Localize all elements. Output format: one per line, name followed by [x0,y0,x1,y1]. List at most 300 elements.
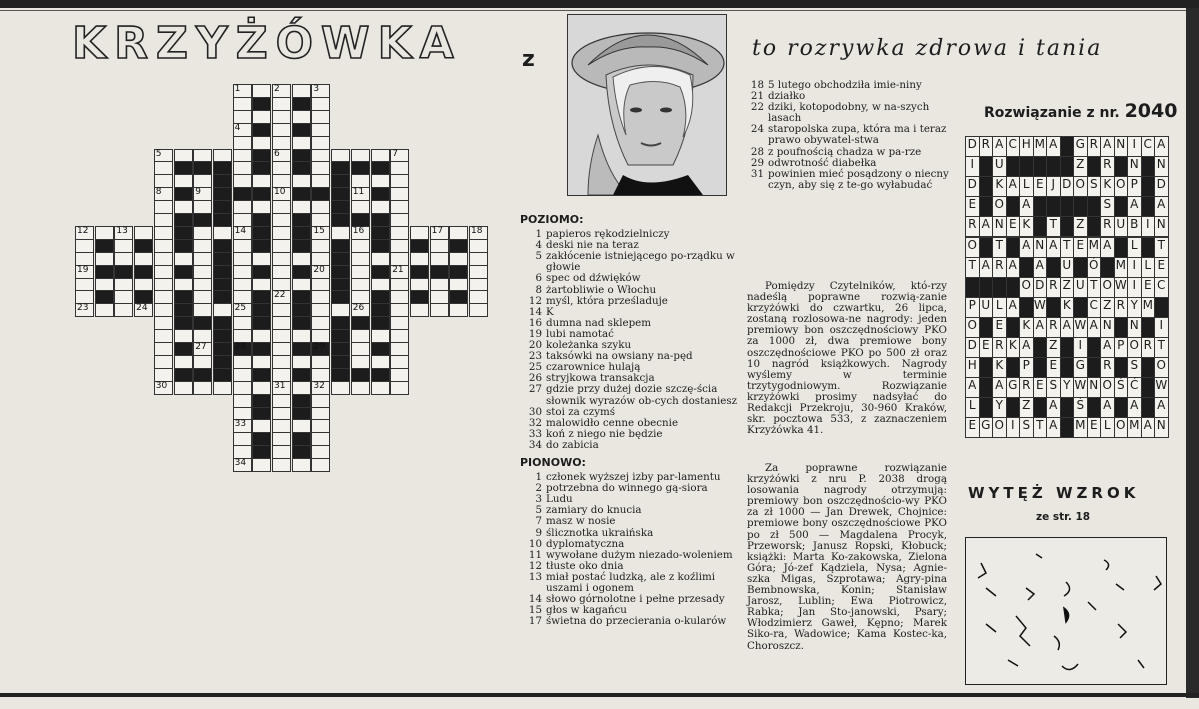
crossword-cell[interactable] [430,278,449,292]
crossword-cell[interactable] [469,239,488,253]
crossword-cell[interactable] [154,174,173,188]
solution-cell: O [992,417,1007,438]
solution-block [1114,237,1129,258]
crossword-cell[interactable] [469,265,488,279]
crossword-block [371,213,390,227]
crossword-cell[interactable] [75,290,94,304]
crossword-block [252,316,271,330]
solution-cell: A [1019,237,1034,258]
crossword-cell[interactable] [311,407,330,421]
crossword-cell[interactable] [351,265,370,279]
crossword-cell[interactable] [233,355,252,369]
solution-block [1060,156,1075,177]
crossword-cell[interactable] [371,329,390,343]
crossword-cell[interactable] [154,278,173,292]
crossword-cell[interactable] [351,381,370,395]
clue-text: tłuste oko dnia [546,559,624,572]
crossword-cell[interactable] [311,239,330,253]
crossword-number: 11 [352,187,365,198]
crossword-number: 32 [313,380,325,391]
crossword-cell[interactable] [252,136,271,150]
crossword-cell[interactable] [311,329,330,343]
solution-cell: O [965,317,980,338]
crossword-cell[interactable] [193,252,212,266]
crossword-cell[interactable] [272,174,291,188]
crossword-cell[interactable] [351,200,370,214]
crossword-cell[interactable] [449,252,468,266]
crossword-block [252,213,271,227]
solution-cell: S [1087,176,1102,197]
crossword-cell[interactable] [311,161,330,175]
solution-cell: D [965,176,980,197]
crossword-cell[interactable] [233,149,252,163]
crossword-cell[interactable] [154,239,173,253]
crossword-cell[interactable] [252,278,271,292]
solution-cell: O [1127,337,1142,358]
crossword-cell[interactable] [390,303,409,317]
solution-cell: O [965,237,980,258]
crossword-cell[interactable] [371,149,390,163]
crossword-cell[interactable] [390,187,409,201]
crossword-cell[interactable] [292,200,311,214]
crossword-cell[interactable] [193,174,212,188]
crossword-cell[interactable] [311,123,330,137]
crossword-cell[interactable] [390,290,409,304]
crossword-cell[interactable] [193,149,212,163]
crossword-cell[interactable] [193,329,212,343]
crossword-cell[interactable] [154,303,173,317]
crossword-cell[interactable] [252,252,271,266]
crossword-cell[interactable] [390,161,409,175]
crossword-block [252,342,271,356]
crossword-cell[interactable] [351,174,370,188]
crossword-cell[interactable] [174,381,193,395]
crossword-cell[interactable] [430,252,449,266]
crossword-cell[interactable] [134,252,153,266]
crossword-cell[interactable] [272,278,291,292]
crossword-cell[interactable] [193,303,212,317]
crossword-block [449,265,468,279]
clue-number: 16 [528,316,542,329]
solution-block [979,397,994,418]
crossword-cell[interactable] [252,84,271,98]
crossword-cell[interactable] [390,355,409,369]
solution-cell: D [1033,277,1048,298]
crossword-cell[interactable] [193,290,212,304]
crossword-cell[interactable] [154,226,173,240]
crossword-cell[interactable] [331,149,350,163]
crossword-cell[interactable] [390,252,409,266]
crossword-cell[interactable] [292,329,311,343]
crossword-cell[interactable] [410,303,429,317]
crossword-block [213,329,232,343]
crossword-cell[interactable] [272,316,291,330]
clue-number: 29 [750,156,764,169]
crossword-cell[interactable] [252,419,271,433]
crossword-cell[interactable] [292,84,311,98]
crossword-cell[interactable] [213,381,232,395]
crossword-cell[interactable] [213,149,232,163]
poziomo-clue-6 [520,273,742,284]
crossword-cell[interactable] [469,252,488,266]
crossword-cell[interactable] [134,226,153,240]
crossword-cell[interactable] [233,110,252,124]
crossword-cell[interactable] [154,200,173,214]
crossword-cell[interactable] [233,252,252,266]
crossword-block [331,161,350,175]
crossword-cell[interactable] [252,110,271,124]
solution-block [1060,136,1075,157]
crossword-cell[interactable] [213,303,232,317]
solution-cell: N [1100,317,1115,338]
crossword-cell[interactable] [430,303,449,317]
crossword-cell[interactable] [233,432,252,446]
crossword-block [134,239,153,253]
solution-cell: U [992,156,1007,177]
clue-text: myśl, która prześladuje [546,294,668,307]
crossword-block [371,226,390,240]
crossword-cell[interactable] [233,316,252,330]
crossword-cell[interactable] [272,123,291,137]
crossword-cell[interactable] [174,329,193,343]
crossword-cell[interactable] [292,458,311,472]
crossword-cell[interactable] [252,381,271,395]
crossword-cell[interactable] [114,290,133,304]
clue-number: 1 [535,471,542,484]
crossword-cell[interactable] [390,278,409,292]
solution-cell: N [1154,417,1169,438]
crossword-cell[interactable] [469,290,488,304]
crossword-cell[interactable] [390,200,409,214]
crossword-cell[interactable] [351,278,370,292]
crossword-cell[interactable] [331,303,350,317]
crossword-cell[interactable] [311,355,330,369]
crossword-cell[interactable] [449,278,468,292]
crossword-cell[interactable] [351,290,370,304]
crossword-cell[interactable] [233,174,252,188]
crossword-block [351,316,370,330]
crossword-cell[interactable] [174,278,193,292]
crossword-cell[interactable] [252,329,271,343]
crossword-cell[interactable] [272,252,291,266]
crossword-number: 18 [471,225,483,236]
clue-number: 7 [535,515,542,528]
crossword-cell[interactable] [311,149,330,163]
crossword-cell[interactable] [75,252,94,266]
solution-block [1046,297,1061,318]
crossword-cell[interactable] [233,407,252,421]
crossword-cell[interactable] [114,303,133,317]
crossword-cell[interactable] [351,329,370,343]
crossword-cell[interactable] [430,239,449,253]
crossword-cell[interactable] [233,200,252,214]
crossword-cell[interactable] [292,278,311,292]
crossword-cell[interactable] [331,381,350,395]
crossword-cell[interactable] [311,303,330,317]
solution-block [1087,337,1102,358]
crossword-cell[interactable] [272,161,291,175]
crossword-cell[interactable] [292,174,311,188]
crossword-cell[interactable] [233,97,252,111]
crossword-cell[interactable] [174,149,193,163]
crossword-cell[interactable] [351,355,370,369]
solution-cell: A [1060,317,1075,338]
crossword-cell[interactable] [193,200,212,214]
solution-cell: P [965,297,980,318]
solution-cell: N [992,216,1007,237]
solution-cell: C [1141,136,1156,157]
crossword-cell[interactable] [154,252,173,266]
crossword-cell[interactable] [311,200,330,214]
crossword-block [410,239,429,253]
crossword-cell[interactable] [371,200,390,214]
crossword-cell[interactable] [311,458,330,472]
crossword-cell[interactable] [272,407,291,421]
crossword-cell[interactable] [311,432,330,446]
crossword-cell[interactable] [390,342,409,356]
crossword-cell[interactable] [272,226,291,240]
crossword-cell[interactable] [95,252,114,266]
pionowo-clue-22 [742,102,950,124]
crossword-cell[interactable] [252,200,271,214]
crossword-cell[interactable] [410,278,429,292]
crossword-cell[interactable] [272,432,291,446]
solution-cell: A [1087,317,1102,338]
crossword-cell[interactable] [272,213,291,227]
crossword-cell[interactable] [311,290,330,304]
solution-block [979,196,994,217]
crossword-cell[interactable] [351,239,370,253]
crossword-cell[interactable] [174,252,193,266]
crossword-cell[interactable] [292,252,311,266]
crossword-cell[interactable] [272,368,291,382]
crossword-cell[interactable] [95,226,114,240]
solution-cell: A [1006,257,1021,278]
crossword-cell[interactable] [193,226,212,240]
crossword-cell[interactable] [213,226,232,240]
crossword-cell[interactable] [410,226,429,240]
crossword-cell[interactable] [233,445,252,459]
solution-cell: H [965,357,980,378]
solution-cell: Y [1060,377,1075,398]
solution-cell: G [1073,136,1088,157]
crossword-cell[interactable] [390,213,409,227]
clue-number: 14 [528,305,542,318]
crossword-cell[interactable] [390,368,409,382]
crossword-cell[interactable] [311,278,330,292]
solution-cell: A [1100,397,1115,418]
crossword-cell[interactable] [449,226,468,240]
crossword-block [371,342,390,356]
crossword-cell[interactable] [193,265,212,279]
crossword-cell[interactable] [193,239,212,253]
crossword-block [213,187,232,201]
crossword-cell[interactable] [390,226,409,240]
crossword-cell[interactable] [311,394,330,408]
crossword-cell[interactable] [272,419,291,433]
crossword-cell[interactable] [272,265,291,279]
solution-cell: R [1100,216,1115,237]
crossword-cell[interactable] [272,329,291,343]
crossword-cell[interactable] [154,265,173,279]
crossword-cell[interactable] [114,252,133,266]
crossword-cell[interactable] [272,136,291,150]
crossword-cell[interactable] [174,200,193,214]
crossword-cell[interactable] [233,239,252,253]
crossword-cell[interactable] [272,458,291,472]
clues-poziomo [520,212,742,627]
crossword-cell[interactable] [292,419,311,433]
solution-cell: A [1046,136,1061,157]
crossword-cell[interactable] [95,278,114,292]
crossword-cell[interactable] [233,368,252,382]
crossword-block [213,368,232,382]
crossword-cell[interactable] [233,136,252,150]
crossword-cell[interactable] [390,381,409,395]
crossword-cell[interactable] [272,355,291,369]
crossword-cell[interactable] [233,381,252,395]
crossword-cell[interactable] [311,110,330,124]
crossword-cell[interactable] [351,252,370,266]
crossword-cell[interactable] [311,368,330,382]
crossword-cell[interactable] [430,290,449,304]
clue-text: koń z niego nie będzie [546,427,663,440]
crossword-block [331,355,350,369]
clue-number: 21 [750,90,764,103]
crossword-cell[interactable] [390,329,409,343]
crossword-cell[interactable] [292,381,311,395]
crossword-cell[interactable] [311,419,330,433]
crossword-cell[interactable] [154,213,173,227]
crossword-cell[interactable] [233,278,252,292]
crossword-cell[interactable] [371,252,390,266]
crossword-cell[interactable] [154,342,173,356]
crossword-cell[interactable] [410,252,429,266]
crossword-block [331,278,350,292]
crossword-cell[interactable] [371,381,390,395]
crossword-cell[interactable] [351,149,370,163]
solution-cell: O [1114,417,1129,438]
solution-cell: N [1154,216,1169,237]
crossword-block [174,342,193,356]
poziomo-clue-5 [520,251,742,273]
crossword-cell[interactable] [272,342,291,356]
crossword-cell[interactable] [193,381,212,395]
clue-text: dziki, kotopodobny, w na-szych lasach [768,101,930,125]
crossword-cell[interactable] [154,329,173,343]
crossword-cell[interactable] [272,97,291,111]
crossword-cell[interactable] [114,239,133,253]
crossword-number: 10 [274,187,286,198]
crossword-block [331,265,350,279]
crossword-cell[interactable] [233,265,252,279]
crossword-block [134,265,153,279]
crossword-cell[interactable] [311,174,330,188]
solution-cell: N [1033,237,1048,258]
crossword-cell[interactable] [174,355,193,369]
crossword-cell[interactable] [272,110,291,124]
crossword-cell[interactable] [272,445,291,459]
crossword-cell[interactable] [233,290,252,304]
crossword-cell[interactable] [233,394,252,408]
crossword-cell[interactable] [390,316,409,330]
crossword-cell[interactable] [292,355,311,369]
crossword-cell[interactable] [331,226,350,240]
crossword-cell[interactable] [75,278,94,292]
crossword-number: 13 [116,225,128,236]
crossword-block [252,445,271,459]
crossword-cell[interactable] [371,174,390,188]
solution-cell: O [1100,377,1115,398]
crossword-cell[interactable] [95,303,114,317]
solution-cell: Ó [1087,257,1102,278]
solution-block [1087,156,1102,177]
solution-block [1046,196,1061,217]
crossword-cell[interactable] [193,355,212,369]
crossword-cell[interactable] [311,252,330,266]
crossword-cell[interactable] [233,329,252,343]
crossword-block [331,200,350,214]
crossword-cell[interactable] [154,290,173,304]
crossword-cell[interactable] [371,355,390,369]
crossword-cell[interactable] [154,316,173,330]
crossword-cell[interactable] [292,110,311,124]
crossword-cell[interactable] [311,213,330,227]
crossword-cell[interactable] [469,278,488,292]
crossword-cell[interactable] [252,174,271,188]
solution-block [1006,397,1021,418]
crossword-cell[interactable] [351,342,370,356]
crossword-cell[interactable] [272,394,291,408]
crossword-cell[interactable] [292,136,311,150]
solution-cell: A [1127,196,1142,217]
crossword-cell[interactable] [252,458,271,472]
crossword-cell[interactable] [193,278,212,292]
solution-cell: R [992,257,1007,278]
solution-cell: W [1073,317,1088,338]
crossword-cell[interactable] [311,316,330,330]
crossword-cell[interactable] [371,278,390,292]
crossword-cell[interactable] [469,303,488,317]
crossword-cell[interactable] [272,200,291,214]
crossword-cell[interactable] [449,303,468,317]
crossword-cell[interactable] [311,445,330,459]
solution-cell: M [1087,237,1102,258]
crossword-cell[interactable] [154,355,173,369]
crossword-cell[interactable] [390,239,409,253]
solution-cell: N [1087,377,1102,398]
solution-cell: S [1127,357,1142,378]
crossword-cell[interactable] [252,355,271,369]
crossword-cell[interactable] [390,174,409,188]
crossword-cell[interactable] [114,278,133,292]
crossword-cell[interactable] [272,239,291,253]
crossword-cell[interactable] [311,97,330,111]
solution-cell: A [1154,136,1169,157]
crossword-number: 2 [274,84,280,94]
crossword-cell[interactable] [272,303,291,317]
crossword-cell[interactable] [311,136,330,150]
crossword-cell[interactable] [134,278,153,292]
crossword-cell[interactable] [154,161,173,175]
solution-cell: L [1141,257,1156,278]
crossword-cell[interactable] [174,174,193,188]
crossword-cell[interactable] [154,368,173,382]
crossword-cell[interactable] [75,239,94,253]
crossword-block [213,200,232,214]
crossword-cell[interactable] [233,213,252,227]
crossword-cell[interactable] [233,161,252,175]
